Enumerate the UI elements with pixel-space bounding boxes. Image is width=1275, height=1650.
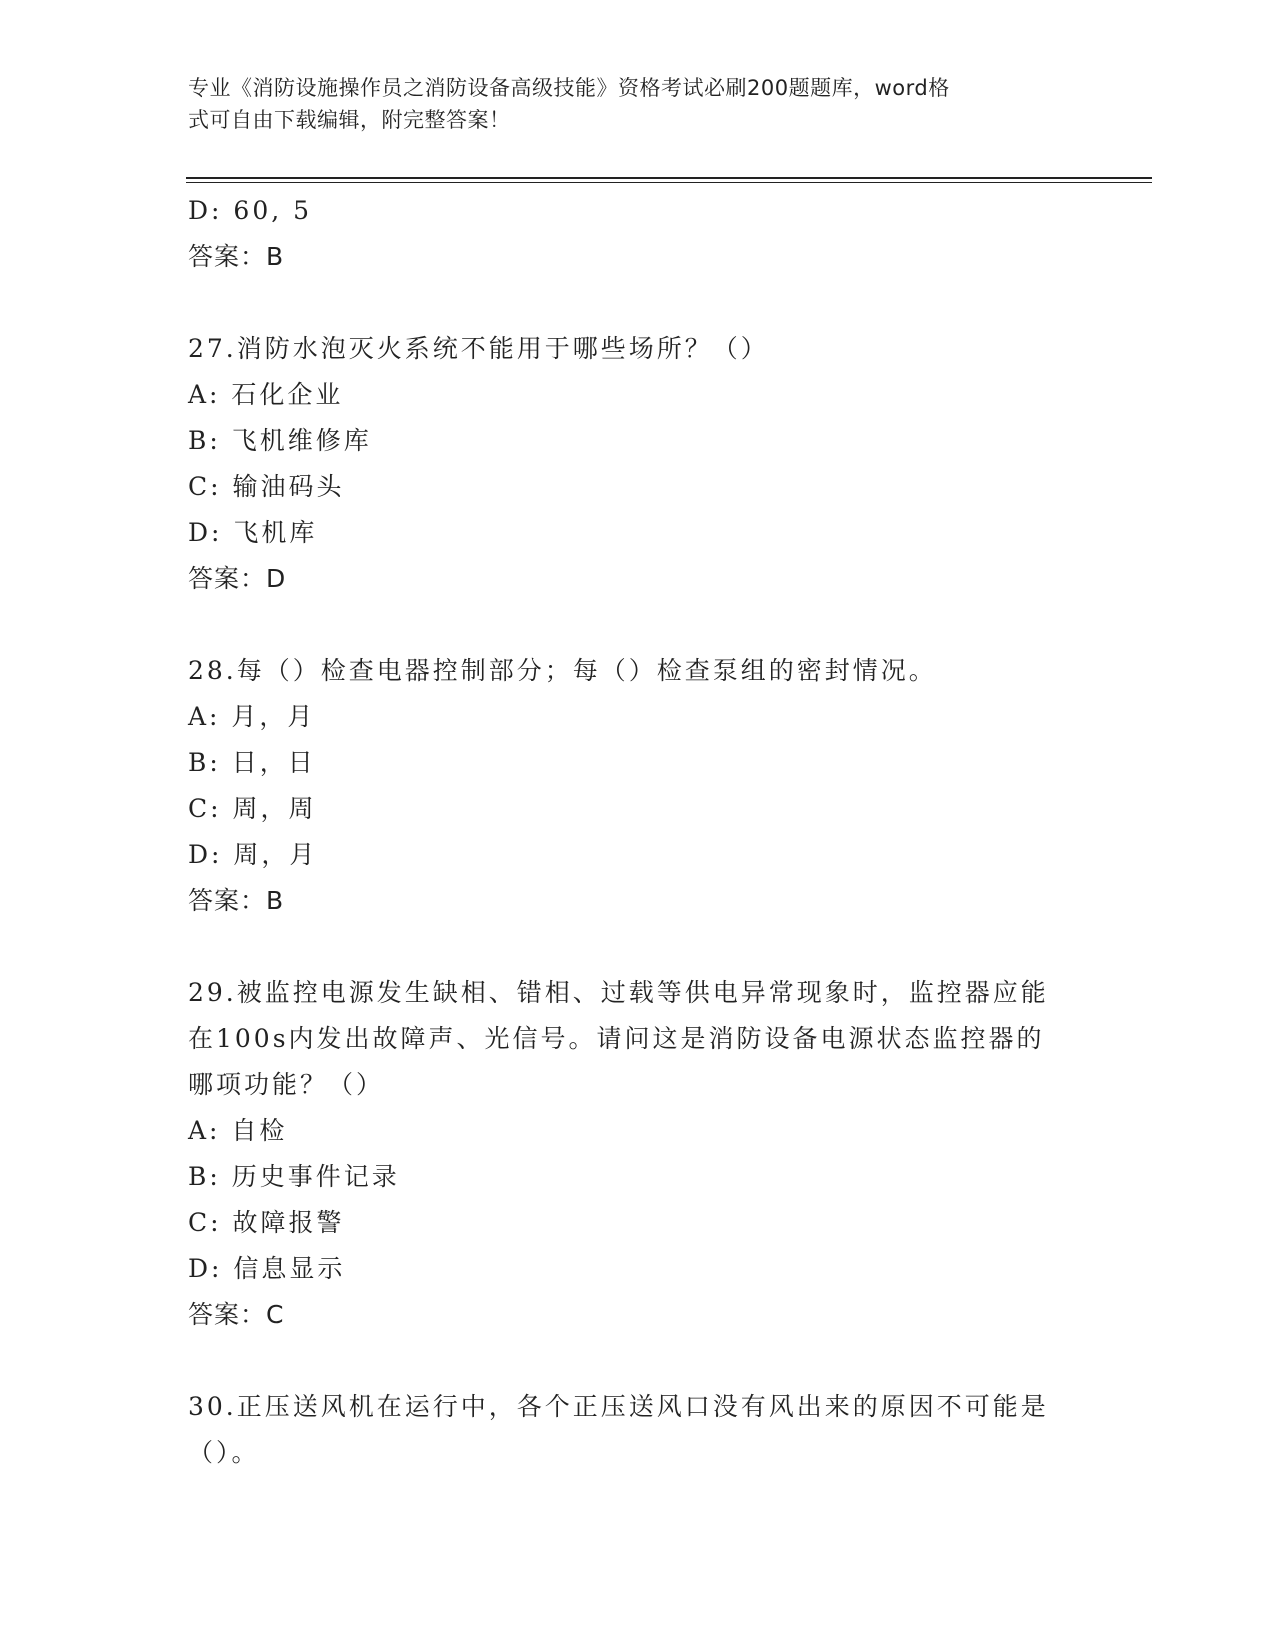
question-text-line-2: （）。 — [188, 1438, 260, 1467]
spacer — [188, 280, 1088, 326]
spacer — [188, 924, 1088, 970]
option-c: C: 周，周 — [188, 794, 317, 823]
header-divider-thin — [186, 182, 1152, 183]
question-26-tail — [188, 188, 1088, 280]
option-b: B: 日，日 — [188, 748, 316, 777]
header-divider-thick — [186, 177, 1152, 179]
header-line-1: 专业《消防设施操作员之消防设备高级技能》资格考试必刷200题题库，word格 — [188, 76, 950, 100]
answer-label: 答案：B — [188, 886, 285, 915]
answer-label: 答案：B — [188, 242, 285, 271]
question-text: 28.每（）检查电器控制部分；每（）检查泵组的密封情况。 — [188, 656, 937, 685]
option-a: A: 月，月 — [188, 702, 316, 731]
question-content — [188, 188, 1088, 1476]
option-d: D: 60, 5 — [188, 196, 313, 225]
question-30 — [188, 1384, 1088, 1476]
option-b: B: 飞机维修库 — [188, 426, 372, 455]
spacer — [188, 602, 1088, 648]
option-a: A: 石化企业 — [188, 380, 344, 409]
option-b: B: 历史事件记录 — [188, 1162, 400, 1191]
answer-label: 答案：C — [188, 1300, 285, 1329]
document-header — [188, 72, 1068, 136]
question-29 — [188, 970, 1088, 1338]
option-d: D: 信息显示 — [188, 1254, 346, 1283]
question-27 — [188, 326, 1088, 602]
header-line-2: 式可自由下载编辑，附完整答案！ — [188, 108, 511, 132]
question-text-line-1: 30.正压送风机在运行中，各个正压送风口没有风出来的原因不可能是 — [188, 1392, 1049, 1421]
spacer — [188, 1338, 1088, 1384]
question-text: 27.消防水泡灭火系统不能用于哪些场所？（） — [188, 334, 769, 363]
option-c: C: 输油码头 — [188, 472, 345, 501]
option-d: D: 飞机库 — [188, 518, 318, 547]
question-text-line-1: 29.被监控电源发生缺相、错相、过载等供电异常现象时，监控器应能 — [188, 978, 1049, 1007]
option-c: C: 故障报警 — [188, 1208, 345, 1237]
option-a: A: 自检 — [188, 1116, 288, 1145]
answer-label: 答案：D — [188, 564, 287, 593]
question-28 — [188, 648, 1088, 924]
question-text-line-3: 哪项功能？（） — [188, 1070, 385, 1099]
option-d: D: 周，月 — [188, 840, 318, 869]
question-text-line-2: 在100s内发出故障声、光信号。请问这是消防设备电源状态监控器的 — [188, 1024, 1045, 1053]
